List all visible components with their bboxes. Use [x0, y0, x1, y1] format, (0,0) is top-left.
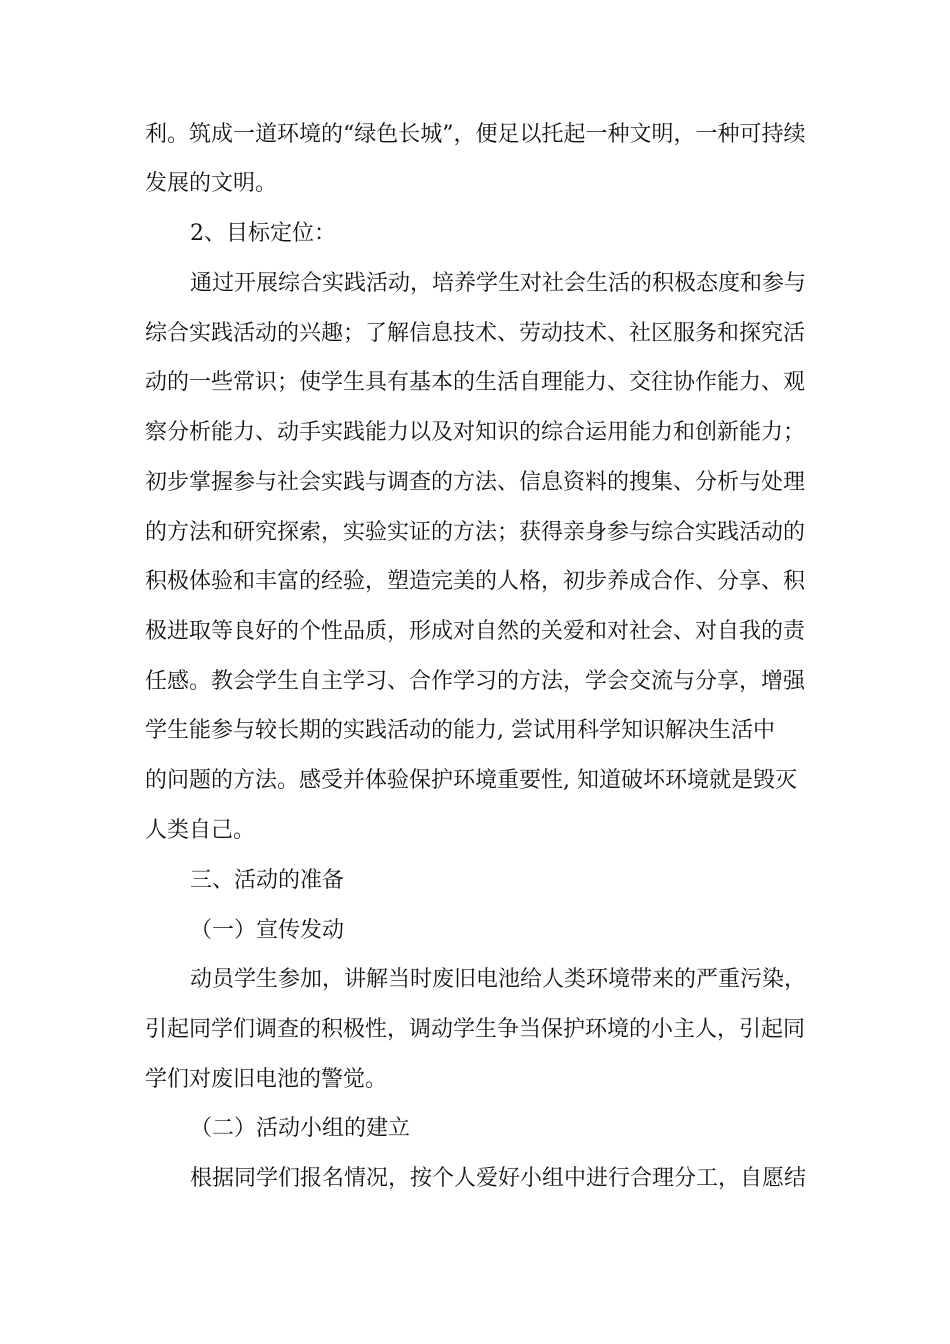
paragraph-line: 初步掌握参与社会实践与调查的方法、信息资料的搜集、分析与处理: [145, 470, 806, 495]
paragraph-line: 综合实践活动的兴趣；了解信息技术、劳动技术、社区服务和探究活: [145, 321, 806, 346]
paragraph-line: 根据同学们报名情况，按个人爱好小组中进行合理分工，自愿结: [190, 1166, 807, 1191]
subsection-heading: （一）宣传发动: [190, 918, 345, 943]
section-heading: 三、活动的准备: [190, 868, 345, 893]
paragraph-line: 学生能参与较长期的实践活动的能力, 尝试用科学知识解决生活中: [145, 718, 775, 743]
paragraph-line: 察分析能力、动手实践能力以及对知识的综合运用能力和创新能力；: [145, 420, 806, 445]
paragraph-line: 动员学生参加，讲解当时废旧电池给人类环境带来的严重污染，: [190, 967, 807, 992]
paragraph-line: 动的一些常识；使学生具有基本的生活自理能力、交往协作能力、观: [145, 370, 806, 395]
paragraph-line: 积极体验和丰富的经验，塑造完美的人格，初步养成合作、分享、积: [145, 569, 806, 594]
paragraph-line: 利。筑成一道环境的“绿色长城”，便足以托起一种文明，一种可持续: [145, 122, 806, 147]
paragraph-line: 引起同学们调查的积极性，调动学生争当保护环境的小主人，引起同: [145, 1017, 806, 1042]
paragraph-line: 的方法和研究探索，实验实证的方法；获得亲身参与综合实践活动的: [145, 520, 806, 545]
paragraph-line: 任感。教会学生自主学习、合作学习的方法，学会交流与分享，增强: [145, 669, 806, 694]
section-heading: 2、目标定位：: [190, 221, 336, 246]
paragraph-line: 人类自己。: [145, 818, 256, 843]
subsection-heading: （二）活动小组的建立: [190, 1116, 411, 1141]
paragraph-line: 发展的文明。: [145, 171, 278, 196]
paragraph-line: 学们对废旧电池的警觉。: [145, 1067, 388, 1092]
paragraph-line: 通过开展综合实践活动，培养学生对社会生活的积极态度和参与: [190, 271, 807, 296]
paragraph-line: 的问题的方法。感受并体验保护环境重要性, 知道破坏环境就是毁灭: [145, 768, 797, 793]
paragraph-line: 极进取等良好的个性品质，形成对自然的关爱和对社会、对自我的责: [145, 619, 806, 644]
